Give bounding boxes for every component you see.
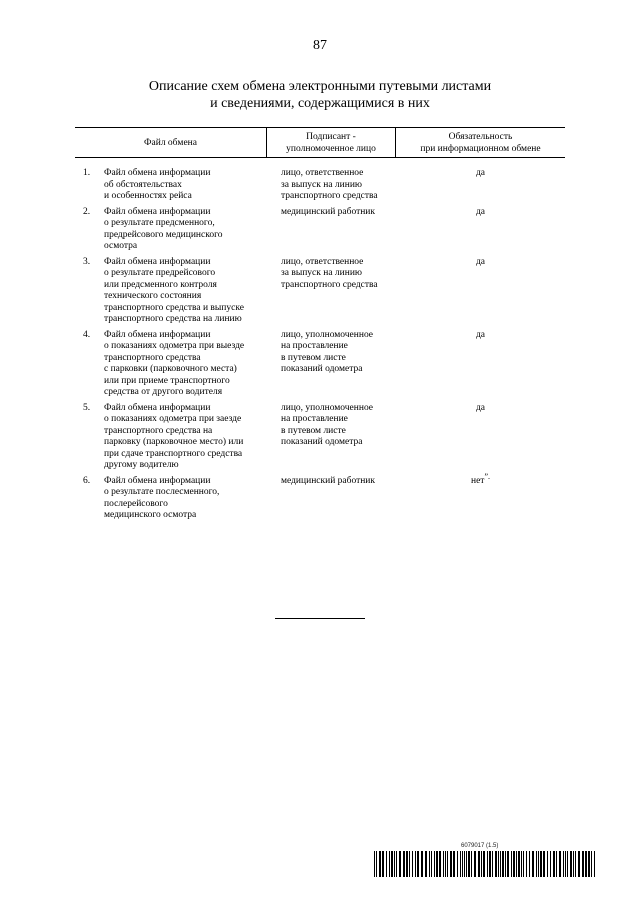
file-line: медицинского осмотра — [104, 510, 197, 520]
signer-line: медицинский работник — [281, 206, 376, 217]
file-line: Файл обмена информации — [104, 256, 211, 267]
signer-line: в путевом листе — [281, 425, 346, 436]
signer-line: за выпуск на линию — [281, 179, 363, 190]
required-value: нет — [470, 475, 485, 486]
signer-line: на проставление — [281, 341, 348, 351]
file-line: об обстоятельствах — [104, 179, 182, 190]
file-line: о результате предрейсового — [104, 268, 216, 278]
row-signer — [281, 330, 401, 376]
file-line: транспортного средства и выпуске — [104, 302, 244, 313]
file-line: парковку (парковочное место) или — [104, 437, 244, 447]
document-title — [0, 78, 640, 112]
table-header — [75, 127, 565, 158]
signer-line: лицо, уполномоченное — [281, 329, 374, 340]
row-file-description — [104, 207, 274, 253]
header-signer-line-1: Подписант - — [306, 131, 356, 142]
signer-line: транспортного средства — [281, 279, 378, 290]
file-line: транспортного средства на линию — [104, 314, 242, 324]
file-line: Файл обмена информации — [104, 168, 211, 178]
file-line: осмотра — [104, 241, 138, 251]
file-line: Файл обмена информации — [104, 402, 211, 413]
table-row — [0, 207, 640, 253]
header-signer-line-2: уполномоченное лицо — [286, 143, 376, 154]
required-value: да — [475, 168, 486, 178]
header-required-line-1: Обязательность — [448, 131, 513, 142]
page-number: 87 — [313, 38, 327, 53]
required-value: да — [475, 256, 486, 267]
file-line: Файл обмена информации — [104, 475, 211, 486]
row-signer — [281, 257, 401, 292]
header-file — [75, 128, 267, 157]
print-code: 6079017 (1.5) — [461, 843, 499, 849]
file-line: о результате предсменного, — [104, 218, 215, 228]
signer-line: на проставление — [281, 414, 348, 424]
signer-line: лицо, уполномоченное — [281, 402, 374, 413]
signer-line: лицо, ответственное — [281, 168, 364, 178]
row-file-description — [104, 476, 274, 522]
table-body — [0, 168, 640, 526]
barcode — [374, 851, 596, 877]
signer-line: медицинский работник — [281, 475, 376, 486]
row-required — [396, 330, 565, 342]
file-line: о показаниях одометра при заезде — [104, 414, 242, 424]
title-line-1: Описание схем обмена электронными путевыми листами — [148, 79, 492, 94]
required-value: да — [475, 206, 486, 217]
end-rule — [275, 618, 365, 619]
header-file-label: Файл обмена — [144, 137, 197, 148]
header-signer — [267, 128, 396, 157]
table-row — [0, 257, 640, 326]
file-line: и особенностях рейса — [104, 191, 192, 201]
row-file-description — [104, 257, 274, 326]
row-number: 6. — [83, 475, 91, 486]
signer-line: лицо, ответственное — [281, 256, 364, 267]
row-file-description — [104, 330, 274, 399]
file-line: о показаниях одометра при выезде — [104, 341, 245, 351]
header-required-line-2: при информационном обмене — [420, 143, 541, 154]
file-line: или при приеме транспортного — [104, 375, 230, 386]
table-row — [0, 403, 640, 472]
file-line: транспортного средства на — [104, 425, 213, 436]
row-number: 1. — [83, 168, 91, 178]
row-required — [396, 471, 565, 488]
signer-line: показаний одометра — [281, 364, 363, 374]
row-signer — [281, 168, 401, 203]
table-row — [0, 330, 640, 399]
file-line: предрейсового медицинского — [104, 229, 223, 240]
signer-line: за выпуск на линию — [281, 268, 363, 278]
row-number: 5. — [83, 402, 91, 413]
file-line: транспортного средства — [104, 352, 201, 363]
file-line: технического состояния — [104, 291, 202, 301]
file-line: послерейсового — [104, 498, 168, 509]
file-line: другому водителю — [104, 460, 179, 470]
title-line-2: и сведениями, содержащимися в них — [210, 96, 430, 111]
file-line: о результате послесменного, — [104, 487, 220, 497]
row-required — [396, 168, 565, 180]
row-signer — [281, 403, 401, 449]
file-line: при сдаче транспортного средства — [104, 448, 243, 459]
closing-quote-mark: ”. — [484, 471, 490, 481]
row-required — [396, 207, 565, 219]
row-file-description — [104, 403, 274, 472]
signer-line: в путевом листе — [281, 352, 346, 363]
row-required — [396, 257, 565, 269]
signer-line: показаний одометра — [281, 437, 363, 447]
file-line: Файл обмена информации — [104, 329, 211, 340]
file-line: с парковки (парковочного места) — [104, 364, 237, 374]
row-signer — [281, 476, 401, 488]
table-row — [0, 471, 640, 522]
header-required — [396, 128, 565, 157]
file-line: Файл обмена информации — [104, 206, 211, 217]
required-value: да — [475, 329, 486, 340]
row-number: 2. — [83, 206, 91, 217]
row-signer — [281, 207, 401, 219]
row-number: 3. — [83, 256, 91, 267]
row-required — [396, 403, 565, 415]
file-line: или предсменного контроля — [104, 279, 217, 290]
signer-line: транспортного средства — [281, 191, 378, 201]
row-number: 4. — [83, 329, 91, 340]
required-value: да — [475, 402, 486, 413]
row-file-description — [104, 168, 274, 203]
file-line: средства от другого водителя — [104, 387, 223, 397]
table-row — [0, 168, 640, 203]
